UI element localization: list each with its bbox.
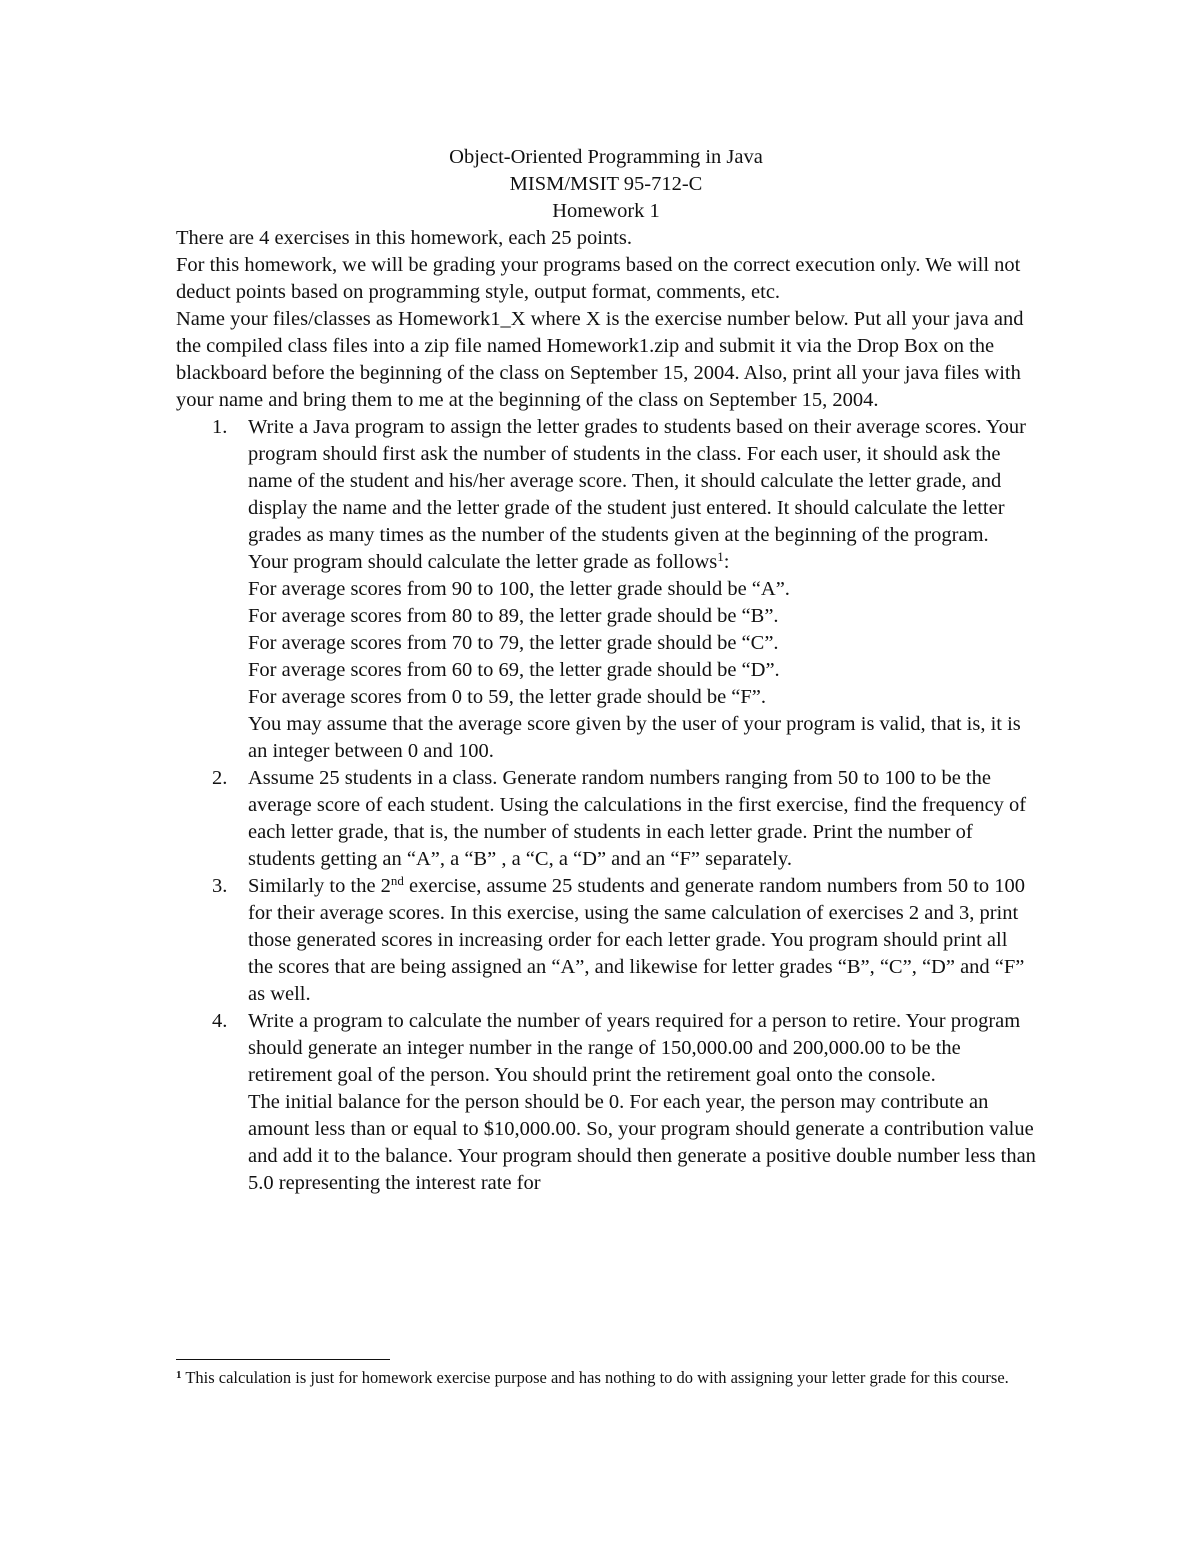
grade-rule: For average scores from 0 to 59, the letter grade should be “F”. bbox=[248, 686, 767, 708]
ordinal-suffix: nd bbox=[390, 873, 404, 888]
document-body bbox=[176, 144, 1036, 1197]
exercise-item-4 bbox=[176, 1008, 1036, 1197]
exercise-1-description: Write a Java program to assign the letter grades to students based on their average scores. Your program should first ask the number of students in the class. For each user, it should ask the name of the student and his/her average score. Then, it should calculate the letter grade, and display the name and the letter grade of the student just entered. It should calculate the letter grades as many times as the number of the students given at the beginning of the program. bbox=[248, 416, 1026, 546]
intro-paragraph-points: There are 4 exercises in this homework, each 25 points. bbox=[176, 227, 632, 249]
exercise-item-2 bbox=[176, 765, 1036, 873]
intro-paragraph-grading: For this homework, we will be grading your programs based on the correct execution only. We will not deduct points based on programming style, output format, comments, etc. bbox=[176, 254, 1021, 303]
exercise-item-3 bbox=[176, 873, 1036, 1008]
exercise-number: 3. bbox=[212, 875, 228, 897]
assignment-title: Homework 1 bbox=[552, 200, 660, 222]
grade-rule: For average scores from 70 to 79, the letter grade should be “C”. bbox=[248, 632, 779, 654]
grade-rule: For average scores from 90 to 100, the letter grade should be “A”. bbox=[248, 578, 790, 600]
footnote-text: This calculation is just for homework exercise purpose and has nothing to do with assigning your letter grade for this course. bbox=[181, 1368, 1009, 1387]
exercise-1-note: You may assume that the average score given by the user of your program is valid, that is, it is an integer between 0 and 100. bbox=[248, 713, 1021, 762]
exercise-4-description: Write a program to calculate the number of years required for a person to retire. Your program should generate an integer number in the range of 150,000.00 and 200,000.00 to be the retirement goal of the person. You should print the retirement goal onto the console. bbox=[248, 1010, 1021, 1086]
intro-paragraph-submission: Name your files/classes as Homework1_X where X is the exercise number below. Put all your java and the compiled class files into a zip file named Homework1.zip and submit it via the Drop Box on the blackboard before the beginning of the class on September 15, 2004. Also, print all your java files with your name and bring them to me at the beginning of the class on September 15, 2004. bbox=[176, 308, 1024, 411]
footnote bbox=[176, 1366, 1026, 1389]
grade-rule: For average scores from 60 to 69, the letter grade should be “D”. bbox=[248, 659, 780, 681]
footnote-reference: 1 bbox=[717, 549, 724, 564]
exercise-number: 4. bbox=[212, 1010, 228, 1032]
exercise-2-description: Assume 25 students in a class. Generate random numbers ranging from 50 to 100 to be the average score of each student. Using the calculations in the first exercise, find the frequency of each letter grade, that is, the number of students in each letter grade. Print the number of students getting an “A”, a “B” , a “C, a “D” and an “F” separately. bbox=[248, 767, 1027, 870]
exercise-1-calc-intro: Your program should calculate the letter grade as follows$^1$: bbox=[248, 549, 730, 573]
footnote-mark: 1 bbox=[176, 1369, 182, 1381]
footnote-separator bbox=[176, 1359, 390, 1360]
exercise-list bbox=[176, 414, 1036, 1197]
exercise-number: 2. bbox=[212, 767, 228, 789]
exercise-item-1 bbox=[176, 414, 1036, 765]
grade-rule: For average scores from 80 to 89, the letter grade should be “B”. bbox=[248, 605, 779, 627]
course-title: Object-Oriented Programming in Java bbox=[449, 146, 763, 168]
exercise-4-balance: The initial balance for the person should be 0. For each year, the person may contribute an amount less than or equal to $10,000.00. So, your program should generate a contribution value and add it to the balance. Your program should then generate a positive double number less than 5.0 representing the interest rate for bbox=[248, 1091, 1036, 1194]
exercise-number: 1. bbox=[212, 416, 228, 438]
exercise-3-description: Similarly to the 2nd exercise, assume 25 students and generate random numbers from 50 to 100 for their average scores. In this exercise, using the same calculation of exercises 2 and 3, print those generated scores in increasing order for each letter grade. You program should print all the scores that are being assigned an “A”, and likewise for letter grades “B”, “C”, “D” and “F” as well. bbox=[248, 873, 1026, 1005]
course-code: MISM/MSIT 95-712-C bbox=[509, 173, 703, 195]
